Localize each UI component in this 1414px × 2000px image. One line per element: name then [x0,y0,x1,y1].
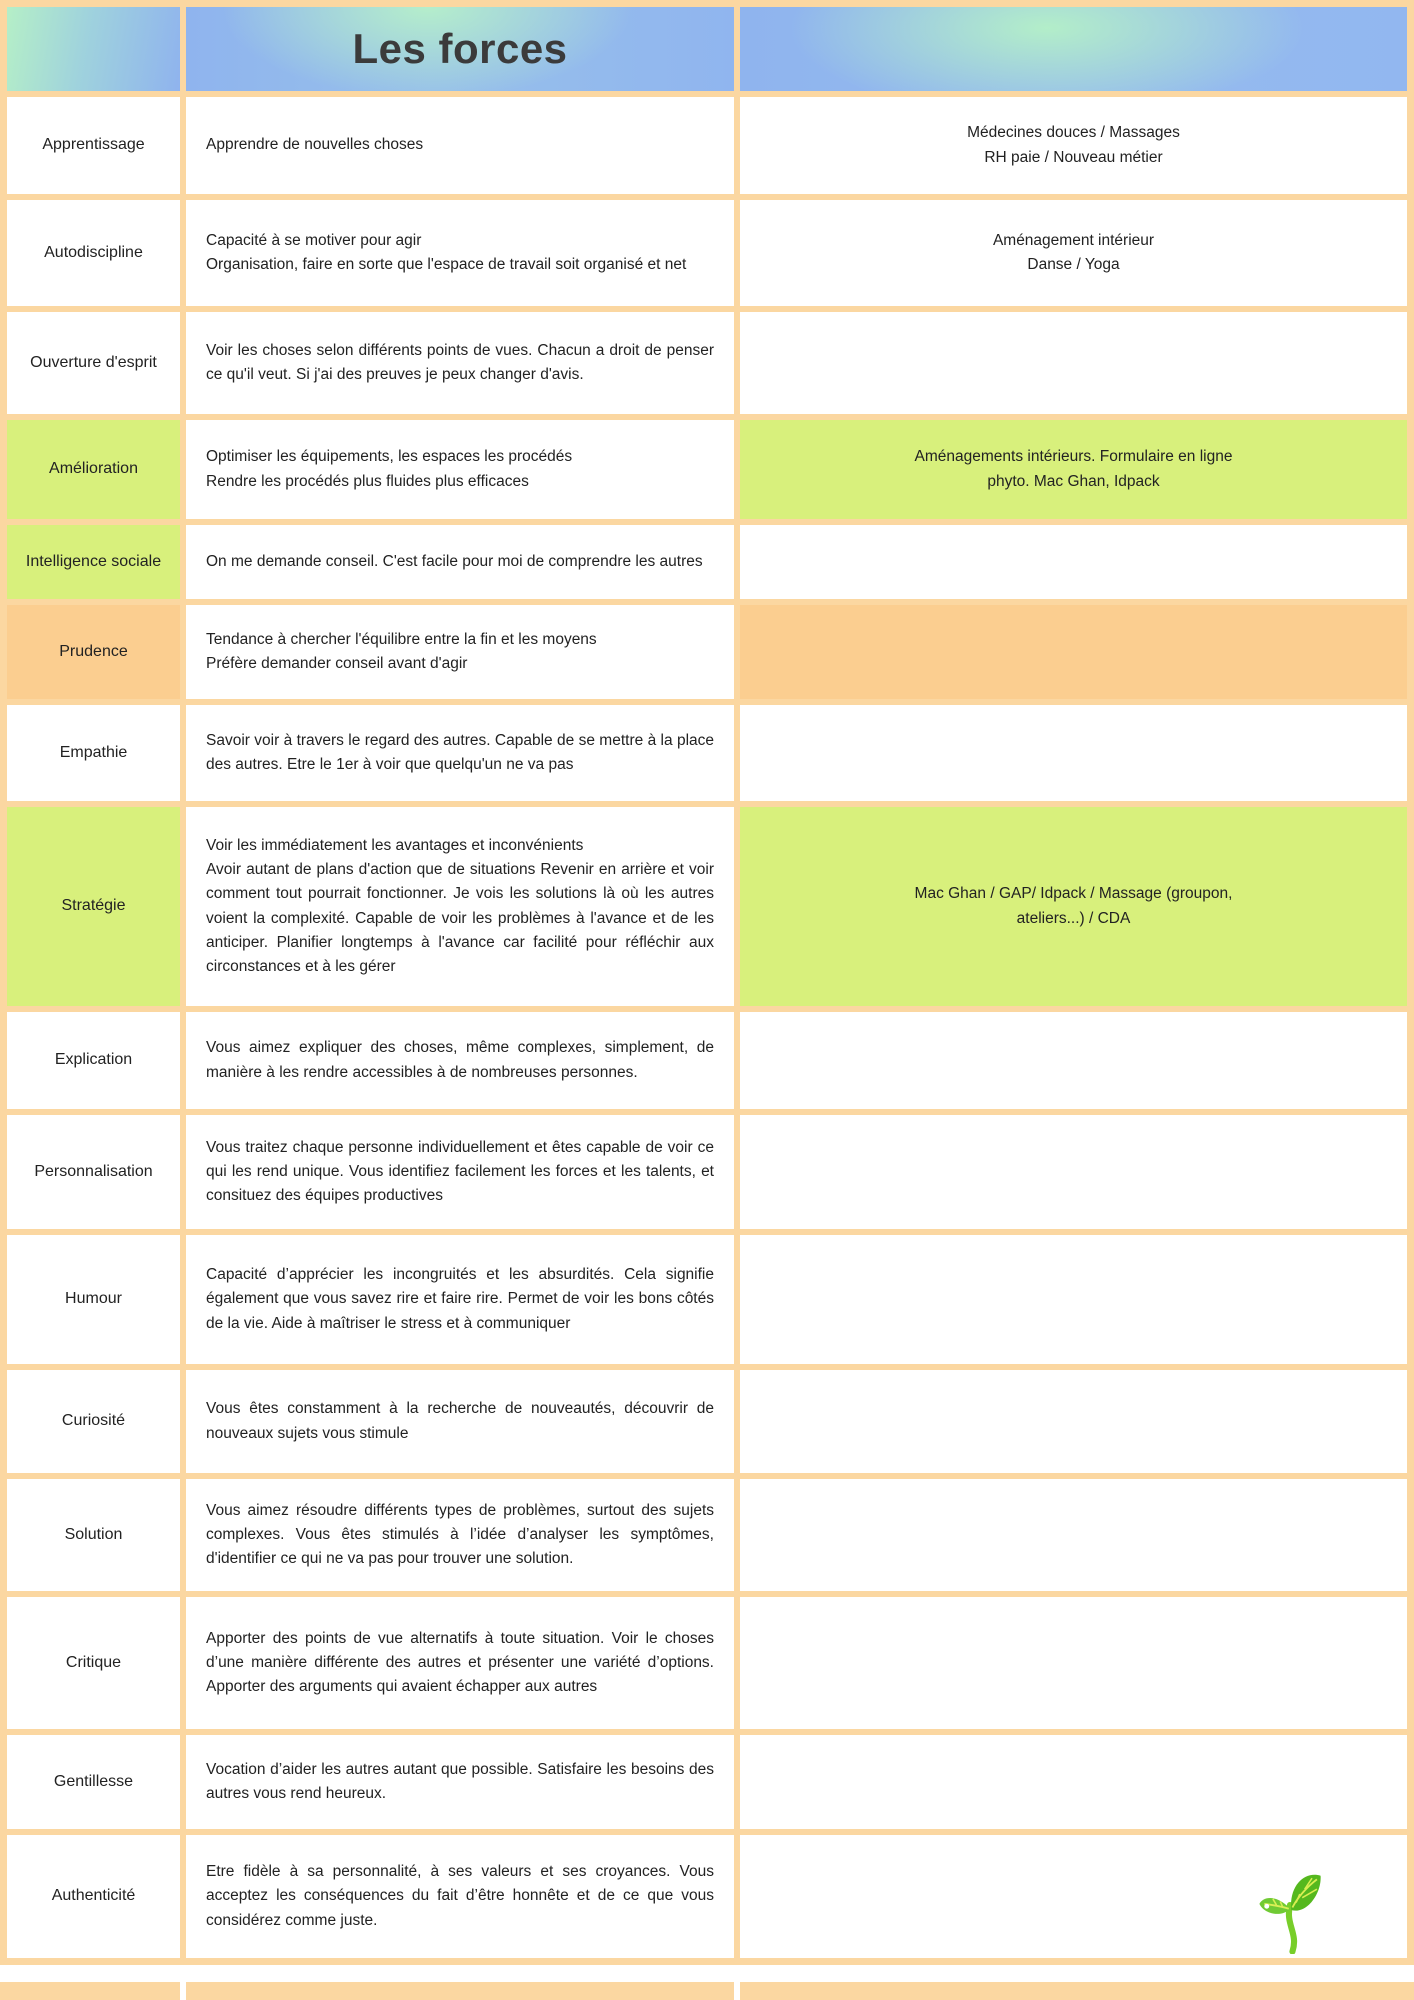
strength-description-line: Capacité à se motiver pour agir [206,231,422,249]
strength-name-cell [7,605,180,699]
strength-description-line: Organisation, faire en sorte que l'espace de travail soit organisé et net [206,256,687,273]
strength-application-cell [740,1370,1407,1473]
strength-name-cell [7,1370,180,1473]
strength-description-cell [186,1012,734,1109]
strength-description-line: Vocation d’aider les autres autant que possible. Satisfaire les besoins des autres vous rend heureux. [206,1760,714,1802]
strength-name-cell [7,1235,180,1364]
strength-name-cell [7,420,180,519]
strength-description-line: Apporter des points de vue alternatifs à toute situation. Voir le choses d’une manière différente des autres et présenter une variété d’options. Apporter des arguments qui avaient échapper aux autres [206,1629,714,1695]
strength-description-cell [186,705,734,801]
strength-description-cell [186,1370,734,1473]
strength-application-cell [740,200,1407,306]
strength-description-line: Tendance à chercher l'équilibre entre la fin et les moyens [206,630,597,648]
strength-description-cell [186,97,734,194]
next-row-stub-bar [0,1982,180,2000]
strength-description-line: Vous traitez chaque personne individuellement et êtes capable de voir ce qui les rend unique. Vous identifiez facilement les forces et les talents, et consituez des équipes productives [206,1138,714,1204]
strength-name: Amélioration [49,460,138,478]
strength-application-line: ateliers...) / CDA [1016,909,1131,927]
strength-name: Personnalisation [34,1162,153,1180]
strength-name: Critique [65,1653,122,1671]
strength-description-line: Voir les immédiatement les avantages et inconvénients [206,837,584,855]
strength-application-line: Mac Ghan / GAP/ Idpack / Massage (groupon, [914,885,1233,903]
strength-application-cell [740,1479,1407,1591]
strength-name: Solution [64,1525,123,1543]
strength-name-cell [7,200,180,306]
strength-application-cell [740,807,1407,1006]
next-row-stub [0,1982,1414,2000]
strength-application-cell [740,1735,1407,1829]
strength-description-cell [186,1735,734,1829]
strength-description-cell [186,807,734,1006]
strength-application-line: Danse / Yoga [1027,256,1120,273]
strength-name-cell [7,312,180,414]
strength-application-cell [740,1835,1407,1958]
strength-description-line: Vous aimez expliquer des choses, même complexes, simplement, de manière à les rendre accessibles à de nombreuses personnes. [206,1039,714,1081]
strength-description-line: Rendre les procédés plus fluides plus efficaces [206,472,529,490]
strength-name: Gentillesse [53,1772,134,1790]
strength-description-cell [186,312,734,414]
strength-description-line: Optimiser les équipements, les espaces les procédés [206,448,573,466]
strength-description-cell [186,200,734,306]
strength-application-cell [740,97,1407,194]
strength-description-cell [186,420,734,519]
sprout-icon [1259,1850,1321,1954]
strength-description-line: Capacité d’apprécier les incongruités et les absurdités. Cela signifie également que vous savez rire et faire rire. Permet de voir les bons côtés de la vie. Aide à maîtriser le stress et à communiquer [206,1266,714,1332]
strength-application-line: phyto. Mac Ghan, Idpack [987,472,1160,490]
strength-description-line: Savoir voir à travers le regard des autres. Capable de se mettre à la place des autres. Etre le 1er à voir que quelqu'un ne va pas [206,731,714,773]
strength-application-cell [740,1115,1407,1229]
strength-description-line: Préfère demander conseil avant d'agir [206,655,468,672]
strength-name-cell [7,1115,180,1229]
header-cell-left [7,7,180,91]
strength-application-cell [740,705,1407,801]
strength-application-cell [740,525,1407,599]
strength-description-line: Etre fidèle à sa personnalité, à ses valeurs et ses croyances. Vous acceptez les conséquences du fait d’être honnête et de ce que vous considérez comme juste. [206,1863,714,1929]
strength-name: Authenticité [51,1887,136,1905]
strength-description-cell [186,525,734,599]
strength-name-cell [7,525,180,599]
strength-name-cell [7,1012,180,1109]
strength-description-cell [186,1597,734,1729]
strength-name: Empathie [59,743,128,761]
strength-name-cell [7,1597,180,1729]
strength-name-cell [7,705,180,801]
strength-name-cell [7,1735,180,1829]
strength-name: Intelligence sociale [25,552,162,570]
strength-application-cell [740,420,1407,519]
strength-description-line: Voir les choses selon différents points de vues. Chacun a droit de penser ce qu'il veut. Si j'ai des preuves je peux changer d'avis. [206,341,714,383]
strength-description-line: Apprendre de nouvelles choses [206,136,424,154]
strength-description-line: Vous aimez résoudre différents types de problèmes, surtout des sujets complexes. Vous êtes stimulés à l’idée d’analyser les symptômes, d'identifier ce qui ne va pas pour trouver une solution. [206,1501,714,1567]
strength-application-line: RH paie / Nouveau métier [984,148,1163,166]
strength-description-cell [186,1235,734,1364]
strength-name: Prudence [59,642,128,660]
strength-description-line: Vous êtes constamment à la recherche de nouveautés, découvrir de nouveaux sujets vous stimule [206,1400,714,1442]
strength-application-cell [740,1235,1407,1364]
strength-name: Autodiscipline [44,243,143,261]
strength-name-cell [7,1479,180,1591]
strength-description-cell [186,1835,734,1958]
strength-application-cell [740,312,1407,414]
strength-description-cell [186,1115,734,1229]
strength-application-cell [740,1012,1407,1109]
strength-name-cell [7,97,180,194]
header-cell-title [186,7,734,91]
strength-description-cell [186,1479,734,1591]
page-title: Les forces [352,25,568,72]
next-row-stub-bar [740,1982,1414,2000]
strength-application-cell [740,605,1407,699]
strength-application-line: Médecines douces / Massages [967,124,1180,142]
header-cell-right [740,7,1407,91]
strength-application-cell [740,1597,1407,1729]
strength-name: Ouverture d'esprit [30,353,157,371]
strength-application-line: Aménagement intérieur [992,231,1155,249]
strength-name: Humour [65,1290,122,1308]
next-row-stub-bar [186,1982,734,2000]
strength-description-line: On me demande conseil. C'est facile pour moi de comprendre les autres [206,552,703,570]
strength-name: Explication [54,1051,133,1069]
strength-description-line: Avoir autant de plans d'action que de situations Revenir en arrière et voir comment tout pourrait fonctionner. Je vois les solutions là où les autres voient la complexité. Capable de voir les problèmes à l'avance et de les anticiper. Planifier longtemps à l'avance car facilité pour réfléchir aux circonstances et à les gérer [206,861,714,975]
strength-name-cell [7,807,180,1006]
strength-application-line: Aménagements intérieurs. Formulaire en ligne [914,448,1233,466]
strength-description-cell [186,605,734,699]
strength-name-cell [7,1835,180,1958]
strength-name: Apprentissage [42,136,145,154]
strength-name: Curiosité [61,1412,126,1430]
strength-name: Stratégie [61,897,126,915]
